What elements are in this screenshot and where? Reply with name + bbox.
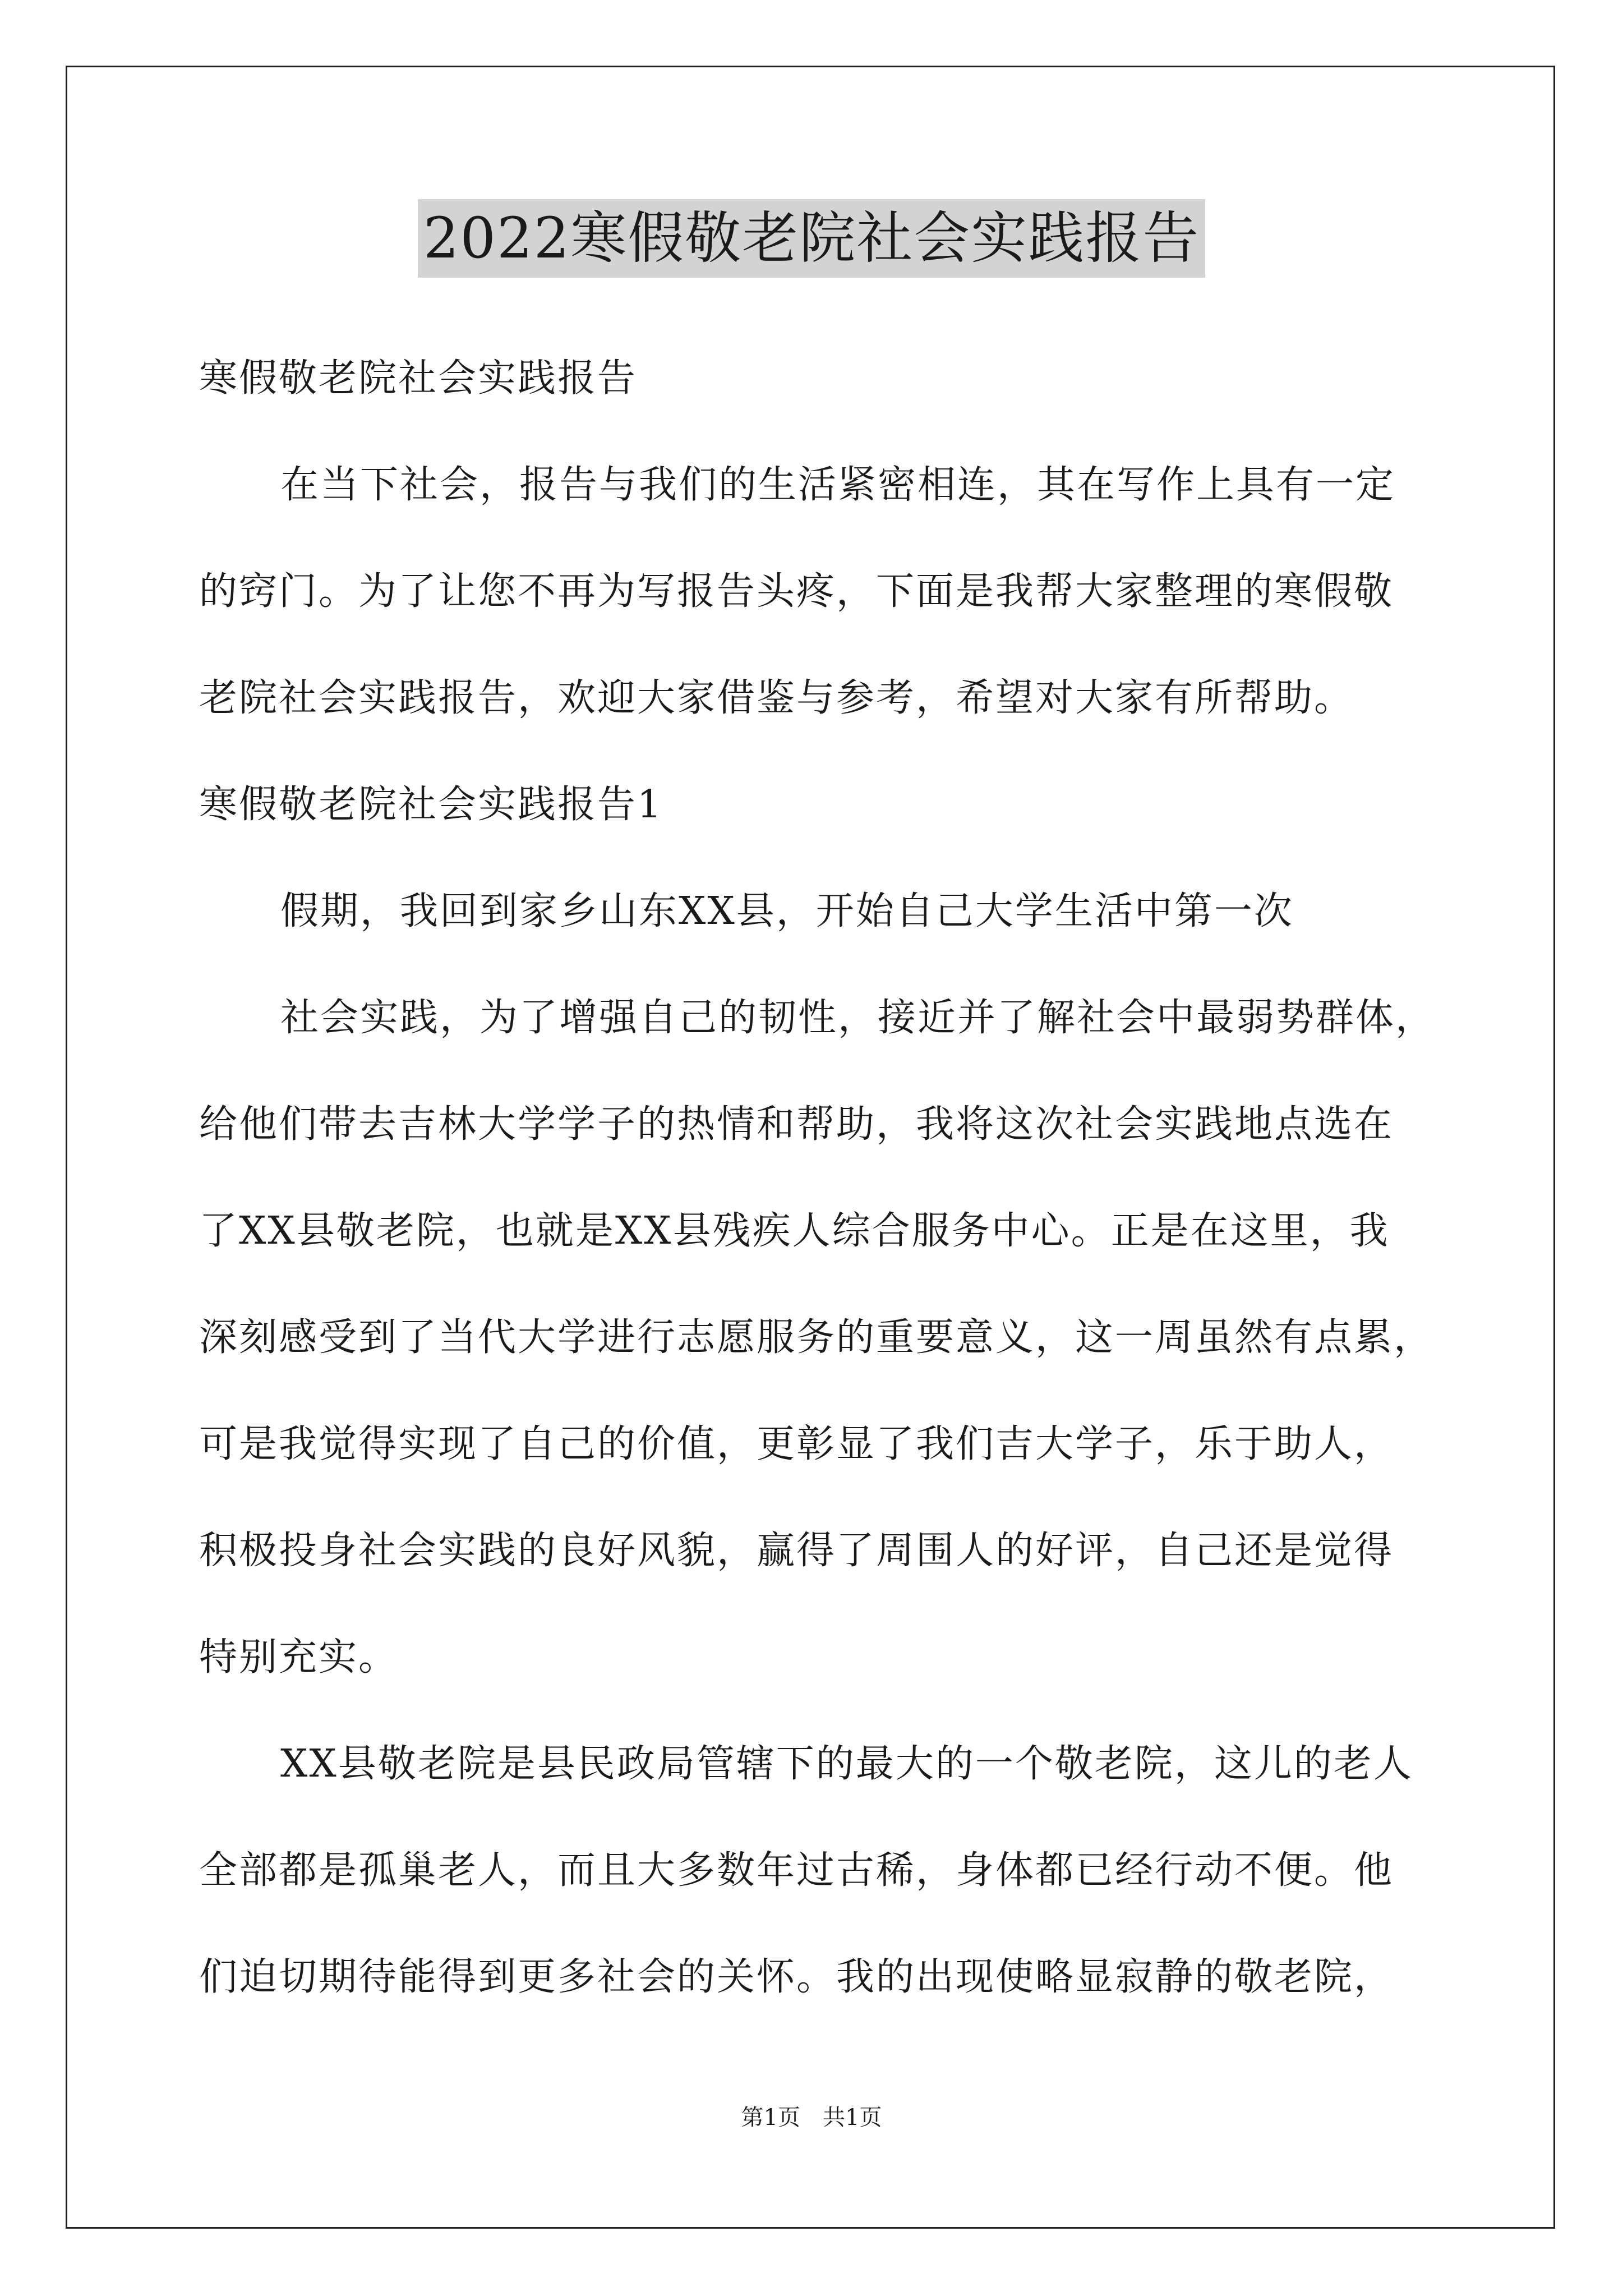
paragraph-line: 积极投身社会实践的良好风貌，赢得了周围人的好评，自己还是觉得 bbox=[199, 1529, 1394, 1573]
report-heading: 寒假敬老院社会实践报告 bbox=[199, 356, 638, 401]
paragraph-line: 老院社会实践报告，欢迎大家借鉴与参考，希望对大家有所帮助。 bbox=[199, 676, 1354, 720]
paragraph-line: XX县敬老院是县民政局管辖下的最大的一个敬老院，这儿的老人 bbox=[280, 1742, 1413, 1786]
paragraph-line: 社会实践，为了增强自己的韧性，接近并了解社会中最弱势群体， bbox=[280, 996, 1436, 1040]
paragraph-line: 深刻感受到了当代大学进行志愿服务的重要意义，这一周虽然有点累， bbox=[199, 1315, 1434, 1360]
section-heading: 寒假敬老院社会实践报告1 bbox=[199, 783, 663, 827]
paragraph-line: 给他们带去吉林大学学子的热情和帮助，我将这次社会实践地点选在 bbox=[199, 1102, 1394, 1147]
paragraph-line: 假期，我回到家乡山东XX县，开始自己大学生活中第一次 bbox=[280, 889, 1294, 933]
paragraph-line: 们迫切期待能得到更多社会的关怀。我的出现使略显寂静的敬老院， bbox=[199, 1955, 1394, 1999]
document-title: 2022寒假敬老院社会实践报告 bbox=[418, 199, 1206, 278]
paragraph-line: 的窍门。为了让您不再为写报告头疼，下面是我帮大家整理的寒假敬 bbox=[199, 569, 1394, 614]
paragraph-line: 全部都是孤巢老人，而且大多数年过古稀，身体都已经行动不便。他 bbox=[199, 1848, 1394, 1893]
page-footer: 第1页 共1页 bbox=[741, 2105, 882, 2131]
paragraph-line: 特别充实。 bbox=[199, 1635, 399, 1680]
paragraph-line: 在当下社会，报告与我们的生活紧密相连，其在写作上具有一定 bbox=[280, 463, 1396, 507]
paragraph-line: 了XX县敬老院，也就是XX县残疾人综合服务中心。正是在这里，我 bbox=[199, 1209, 1390, 1253]
document-title-block bbox=[0, 199, 1623, 278]
paragraph-line: 可是我觉得实现了自己的价值，更彰显了我们吉大学子，乐于助人， bbox=[199, 1422, 1394, 1466]
